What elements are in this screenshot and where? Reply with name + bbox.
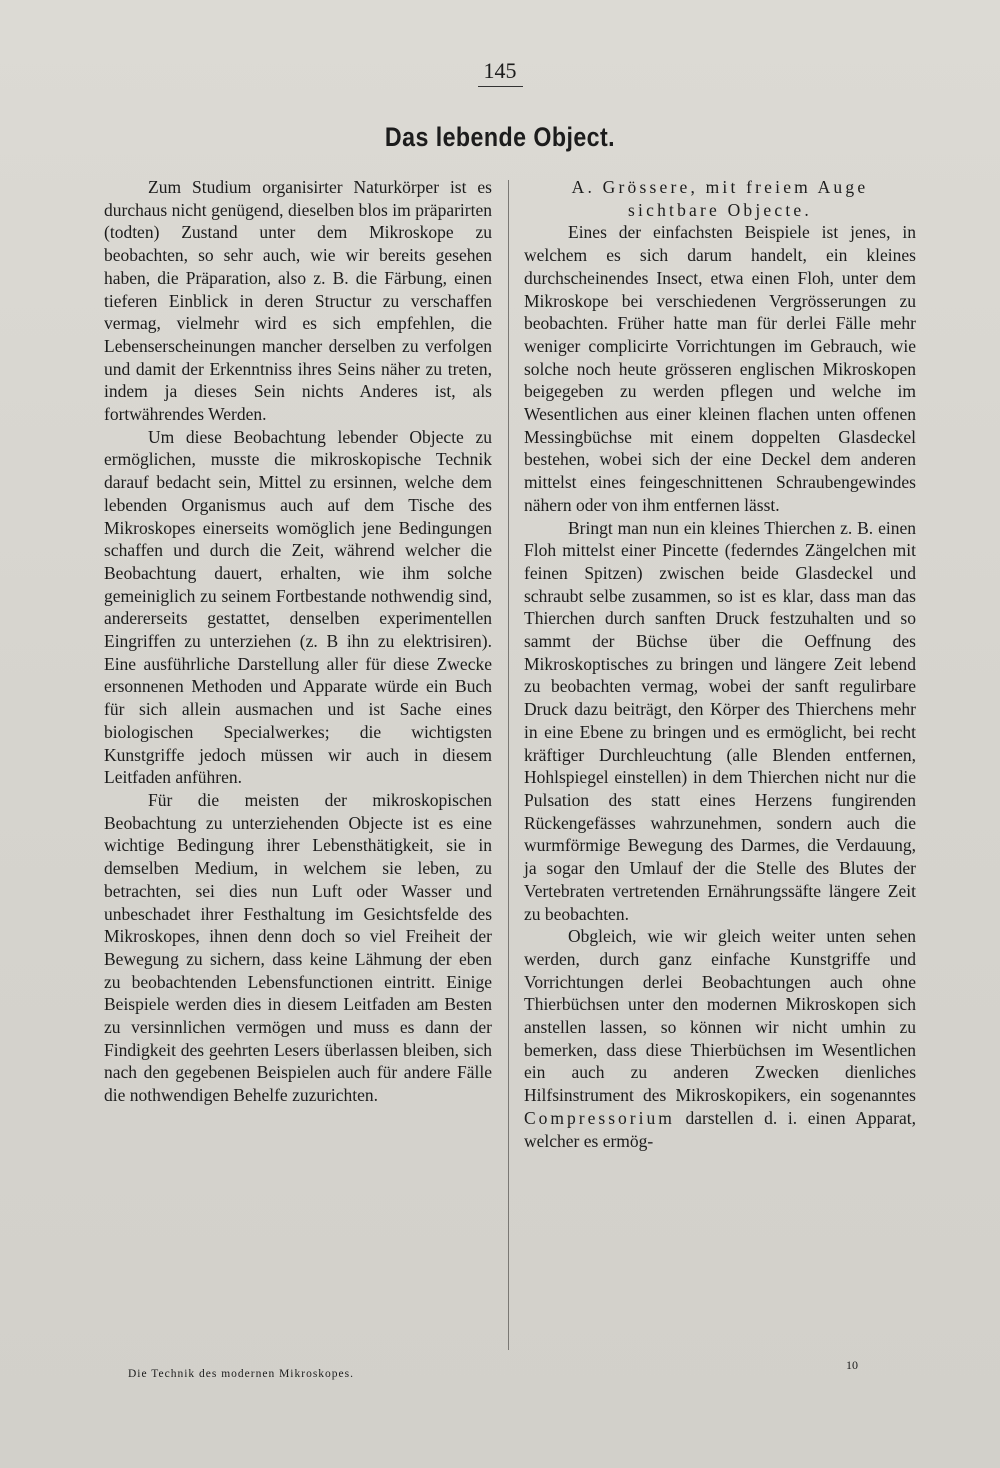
- page-number: 145: [0, 58, 1000, 87]
- signature-mark: 10: [846, 1358, 858, 1372]
- paragraph-compressorium: Obgleich, wie wir gleich weiter unten sehen werden, durch ganz einfache Kunstgriffe und Vorrichtungen derlei Beobachtungen auch ohne Thierbüchsen unter den modernen Mikroskopen sich anstellen lassen, so können wir nicht umhin zu bemerken, dass diese Thierbüchsen im Wesentlichen ein auch zu anderen Zwecken dienliches Hilfsinstrument des Mikroskopikers, ein sogenanntes Compressorium darstellen d. i. einen Apparat, welcher es ermög-: [524, 926, 916, 1151]
- left-column: [104, 176, 492, 1107]
- right-column: [524, 176, 916, 1152]
- paragraph-flea-pincette: Bringt man nun ein kleines Thierchen z. B. einen Floh mittelst einer Pincette (federndes Zängelchen mit feinen Spitzen) zwischen beide Glasdeckel und schraubt selbe zusammen, so ist es klar, dass man das Thierchen durch sanften Druck festzuhalten und so sammt der Büchse über die Oeffnung des Mikroskoptisches zu bringen und längere Zeit lebend zu beobachten vermag, wobei der sanft regulirbare Druck dazu beiträgt, den Körper des Thierchens mehr in eine Ebene zu bringen und es ermöglicht, bei recht kräftiger Durchleuchtung (alle Blenden entfernen, Hohlspiegel einstellen) in dem Thierchen nicht nur die Pulsation des statt eines Herzens fungirenden Rückengefässes wahrzunehmen, sondern auch die wurmförmige Bewegung des Darmes, die Verdauung, ja sogar den Umlauf der die Stelle des Blutes der Vertebraten vertretenden Ernährungssäfte längere Zeit zu beobachten.: [524, 517, 916, 924]
- footer-source-line: Die Technik des modernen Mikroskopes.: [128, 1368, 355, 1380]
- page-title: Das lebende Object.: [384, 122, 616, 152]
- paragraph-insect-example: Eines der einfachsten Beispiele ist jenes, in welchem es sich darum handelt, ein kleines durchscheinendes Insect, etwa einen Floh, unter dem Mikroskope bei verschiedenen Vergrösserungen zu beobachten. Früher hatte man für derlei Fälle mehr weniger complicirte Vorrichtungen im Gebrauch, wie solche noch heute grösseren englischen Mikroskopen beigegeben zu werden pflegen und welche im Wesentlichen aus einer kleinen flachen unten offenen Messingbüchse mit einem doppelten Glasdeckel bestehen, wobei sich der eine Deckel dem anderen mittelst eines feingeschnittenen Schraubengewindes nähern oder von ihm entfernen lässt.: [524, 222, 916, 515]
- column-divider: [508, 180, 509, 1350]
- section-heading: A. Grössere, mit freiem Auge sichtbare Objecte.: [571, 177, 869, 220]
- paragraph-living-bodies: Zum Studium organisirter Naturkörper ist es durchaus nicht genügend, dieselben blos im präparirten (todten) Zustand unter dem Mikroskope zu beobachten, so sehr auch, wie wir bereits gesehen haben, die Präparation, also z. B. die Färbung, einen tieferen Einblick in deren Structur zu verschaffen vermag, vielmehr wird es sich empfehlen, die Lebenserscheinungen mancher derselben zu verfolgen und damit der Erkenntniss ihres Seins näher zu treten, indem ja dieses Sein nichts Anderes ist, als fortwährendes Werden.: [104, 177, 492, 425]
- paragraph-medium-conditions: Für die meisten der mikroskopischen Beobachtung zu unterziehenden Objecte ist es eine wichtige Bedingung ihrer Lebensthätigkeit, sie in demselben Medium, in welchem sie leben, zu betrachten, sei dies nun Luft oder Wasser und unbeschadet ihrer Festhaltung im Gesichtsfelde des Mikroskopes, ihnen denn doch so viel Freiheit der Bewegung zu sichern, dass keine Lähmung der eben zu beobachtenden Lebensfunctionen eintritt. Einige Beispiele werden dies in diesem Leitfaden am Besten zu versinnlichen vermögen und muss es dann der Findigkeit des geehrten Lesers überlassen bleiben, sich nach den gegebenen Beispielen auch für andere Fälle die nothwendigen Behelfe zuzurichten.: [104, 789, 492, 1106]
- paragraph-observation-technique: Um diese Beobachtung lebender Objecte zu ermöglichen, musste die mikroskopische Technik darauf bedacht sein, Mittel zu ersinnen, welche dem lebenden Organismus auch auf dem Tische des Mikroskopes einerseits womöglich jene Bedingungen schaffen und durch die Zeit, während welcher die Beobachtung dauert, erhalten, wie ihm solche gemeiniglich zu seinem Fortbestande nothwendig sind, andererseits gestattet, denselben experimentellen Eingriffen zu unterziehen (z. B ihn zu elektrisiren). Eine ausführliche Darstellung aller für diese Zwecke ersonnenen Methoden und Apparate würde ein Buch für sich allein ausmachen und ist Sache eines biologischen Specialwerkes; die wichtigsten Kunstgriffe jedoch müssen wir auch in diesem Leitfaden anführen.: [104, 426, 492, 788]
- term-compressorium: Compressorium: [524, 1107, 675, 1128]
